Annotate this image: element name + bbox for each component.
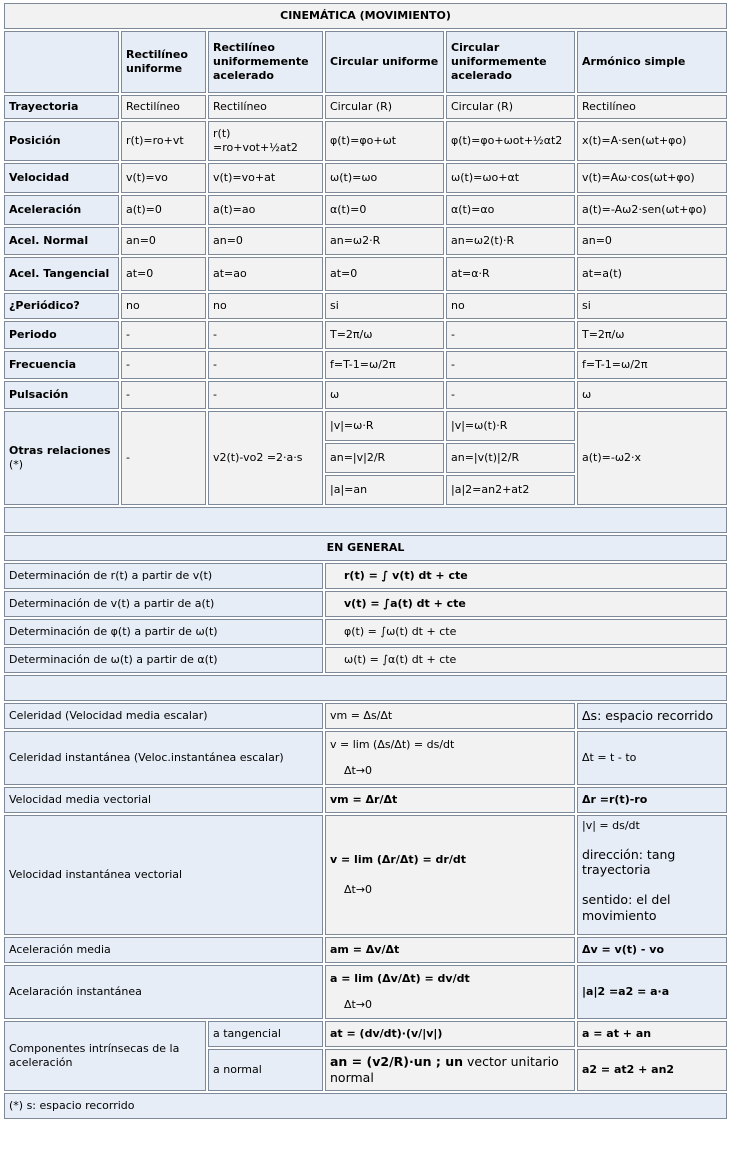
col-header-circular-uniforme: Circular uniforme (325, 31, 444, 93)
general-label-phi: Determinación de φ(t) a partir de ω(t) (4, 619, 323, 645)
general-value-phi: φ(t) = ∫ω(t) dt + cte (325, 619, 727, 645)
cell-acel-tangencial-3: at=0 (325, 257, 444, 291)
col-header-rectilineo-acelerado: Rectilíneo uniformemente acelerado (208, 31, 323, 93)
formula-limit: Δt→0 (344, 764, 373, 777)
cell-posicion-2: r(t) =ro+vot+½at2 (208, 121, 323, 161)
cell-posicion-4: φ(t)=φo+ωot+½αt2 (446, 121, 575, 161)
norm-formula-main: an = (v2/R)·un ; un (330, 1054, 464, 1070)
cell-trayectoria-5: Rectilíneo (577, 95, 727, 119)
row-label-acel-normal: Acel. Normal (4, 227, 119, 255)
general-label-omega: Determinación de ω(t) a partir de α(t) (4, 647, 323, 673)
cell-acel-tangencial-2: at=ao (208, 257, 323, 291)
cell-otras-1: - (121, 411, 206, 505)
def-formula-celeridad-inst (325, 731, 575, 785)
note-line: |v| = ds/dt (582, 819, 640, 832)
cell-periodico-1: no (121, 293, 206, 319)
def-formula-acel-media: am = Δv/Δt (325, 937, 575, 963)
cell-aceleracion-1: a(t)=0 (121, 195, 206, 225)
general-label-v: Determinación de v(t) a partir de a(t) (4, 591, 323, 617)
col-header-armonico-simple: Armónico simple (577, 31, 727, 93)
formula-line: a = lim (Δv/Δt) = dv/dt (330, 972, 470, 986)
section-title-en-general: EN GENERAL (4, 535, 727, 561)
otras-label: Otras relaciones (9, 444, 111, 458)
general-value-omega: ω(t) = ∫α(t) dt + cte (325, 647, 727, 673)
row-label-trayectoria: Trayectoria (4, 95, 119, 119)
cell-velocidad-1: v(t)=vo (121, 163, 206, 193)
cell-periodico-3: si (325, 293, 444, 319)
note-line: sentido: el del movimiento (582, 892, 671, 923)
formula-line: v = lim (Δs/Δt) = ds/dt (330, 738, 455, 752)
cell-otras-4b: an=|v(t)|2/R (446, 443, 575, 473)
row-label-aceleracion: Aceleración (4, 195, 119, 225)
cell-pulsacion-2: - (208, 381, 323, 409)
cell-trayectoria-3: Circular (R) (325, 95, 444, 119)
cell-acel-normal-5: an=0 (577, 227, 727, 255)
def-label-celeridad-inst: Celeridad instantánea (Veloc.instantánea escalar) (4, 731, 323, 785)
componentes-norm-label: a normal (208, 1049, 323, 1091)
formula-limit: Δt→0 (344, 998, 373, 1011)
def-label-acel-inst: Acelaración instantánea (4, 965, 323, 1019)
cell-frecuencia-3: f=T-1=ω/2π (325, 351, 444, 379)
cell-pulsacion-5: ω (577, 381, 727, 409)
cell-pulsacion-1: - (121, 381, 206, 409)
cell-periodo-4: - (446, 321, 575, 349)
def-note-celeridad: Δs: espacio recorrido (577, 703, 727, 729)
cell-acel-normal-3: an=ω2·R (325, 227, 444, 255)
def-note-vel-inst (577, 815, 727, 935)
def-label-acel-media: Aceleración media (4, 937, 323, 963)
def-label-vel-media: Velocidad media vectorial (4, 787, 323, 813)
cell-trayectoria-4: Circular (R) (446, 95, 575, 119)
cell-pulsacion-3: ω (325, 381, 444, 409)
cell-trayectoria-2: Rectilíneo (208, 95, 323, 119)
cell-otras-3a: |v|=ω·R (325, 411, 444, 441)
cell-acel-normal-1: an=0 (121, 227, 206, 255)
def-note-acel-media: Δv = v(t) - vo (577, 937, 727, 963)
cell-periodico-4: no (446, 293, 575, 319)
def-formula-acel-inst (325, 965, 575, 1019)
row-label-velocidad: Velocidad (4, 163, 119, 193)
kinematics-table (2, 1, 729, 1121)
def-label-vel-inst: Velocidad instantánea vectorial (4, 815, 323, 935)
cell-frecuencia-5: f=T-1=ω/2π (577, 351, 727, 379)
row-label-posicion: Posición (4, 121, 119, 161)
cell-periodo-2: - (208, 321, 323, 349)
row-label-pulsacion: Pulsación (4, 381, 119, 409)
componentes-norm-formula (325, 1049, 575, 1091)
cell-aceleracion-3: α(t)=0 (325, 195, 444, 225)
cell-otras-4c: |a|2=an2+at2 (446, 475, 575, 505)
general-value-v: v(t) = ∫a(t) dt + cte (325, 591, 727, 617)
norm-formula-tail: vector unitario normal (330, 1054, 559, 1085)
formula-limit: Δt→0 (344, 883, 373, 896)
otras-label-note: (*) (9, 458, 24, 471)
componentes-tang-label: a tangencial (208, 1021, 323, 1047)
row-label-periodo: Periodo (4, 321, 119, 349)
formula-line: v = lim (Δr/Δt) = dr/dt (330, 853, 466, 867)
general-label-r: Determinación de r(t) a partir de v(t) (4, 563, 323, 589)
cell-posicion-3: φ(t)=φo+ωt (325, 121, 444, 161)
col-header-rectilineo-uniforme: Rectilíneo uniforme (121, 31, 206, 93)
cell-acel-tangencial-4: at=α·R (446, 257, 575, 291)
cell-velocidad-4: ω(t)=ωo+αt (446, 163, 575, 193)
cell-acel-normal-2: an=0 (208, 227, 323, 255)
cell-otras-2: v2(t)-vo2 =2·a·s (208, 411, 323, 505)
def-note-acel-inst: |a|2 =a2 = a·a (577, 965, 727, 1019)
cell-aceleracion-4: α(t)=αo (446, 195, 575, 225)
row-label-otras-relaciones (4, 411, 119, 505)
cell-posicion-5: x(t)=A·sen(ωt+φo) (577, 121, 727, 161)
componentes-label: Componentes intrínsecas de la aceleración (4, 1021, 206, 1091)
spacer-row (4, 507, 727, 533)
cell-acel-tangencial-1: at=0 (121, 257, 206, 291)
cell-aceleracion-5: a(t)=-Aω2·sen(ωt+φo) (577, 195, 727, 225)
cell-posicion-1: r(t)=ro+vt (121, 121, 206, 161)
componentes-tang-note: a = at + an (577, 1021, 727, 1047)
cell-acel-normal-4: an=ω2(t)·R (446, 227, 575, 255)
def-note-celeridad-inst: Δt = t - to (577, 731, 727, 785)
cell-acel-tangencial-5: at=a(t) (577, 257, 727, 291)
cell-frecuencia-1: - (121, 351, 206, 379)
cell-otras-4a: |v|=ω(t)·R (446, 411, 575, 441)
cell-velocidad-5: v(t)=Aω·cos(ωt+φo) (577, 163, 727, 193)
header-corner (4, 31, 119, 93)
cell-pulsacion-4: - (446, 381, 575, 409)
def-formula-celeridad: vm = Δs/Δt (325, 703, 575, 729)
cell-periodo-3: T=2π/ω (325, 321, 444, 349)
cell-frecuencia-4: - (446, 351, 575, 379)
def-note-vel-media: Δr =r(t)-ro (577, 787, 727, 813)
cell-periodico-2: no (208, 293, 323, 319)
cell-periodo-1: - (121, 321, 206, 349)
cell-periodo-5: T=2π/ω (577, 321, 727, 349)
row-label-periodico: ¿Periódico? (4, 293, 119, 319)
footnote: (*) s: espacio recorrido (4, 1093, 727, 1119)
cell-trayectoria-1: Rectilíneo (121, 95, 206, 119)
cell-velocidad-2: v(t)=vo+at (208, 163, 323, 193)
cell-velocidad-3: ω(t)=ωo (325, 163, 444, 193)
col-header-circular-acelerado: Circular uniformemente acelerado (446, 31, 575, 93)
cell-periodico-5: si (577, 293, 727, 319)
row-label-frecuencia: Frecuencia (4, 351, 119, 379)
spacer-row-2 (4, 675, 727, 701)
componentes-tang-formula: at = (dv/dt)·(v/|v|) (325, 1021, 575, 1047)
cell-otras-5: a(t)=-ω2·x (577, 411, 727, 505)
note-line: dirección: tang trayectoria (582, 846, 676, 878)
cell-frecuencia-2: - (208, 351, 323, 379)
cell-otras-3b: an=|v|2/R (325, 443, 444, 473)
def-formula-vel-media: vm = Δr/Δt (325, 787, 575, 813)
page-title: CINEMÁTICA (MOVIMIENTO) (4, 3, 727, 29)
def-label-celeridad: Celeridad (Velocidad media escalar) (4, 703, 323, 729)
componentes-norm-note: a2 = at2 + an2 (577, 1049, 727, 1091)
cell-aceleracion-2: a(t)=ao (208, 195, 323, 225)
cell-otras-3c: |a|=an (325, 475, 444, 505)
general-value-r: r(t) = ∫ v(t) dt + cte (325, 563, 727, 589)
def-formula-vel-inst (325, 815, 575, 935)
row-label-acel-tangencial: Acel. Tangencial (4, 257, 119, 291)
